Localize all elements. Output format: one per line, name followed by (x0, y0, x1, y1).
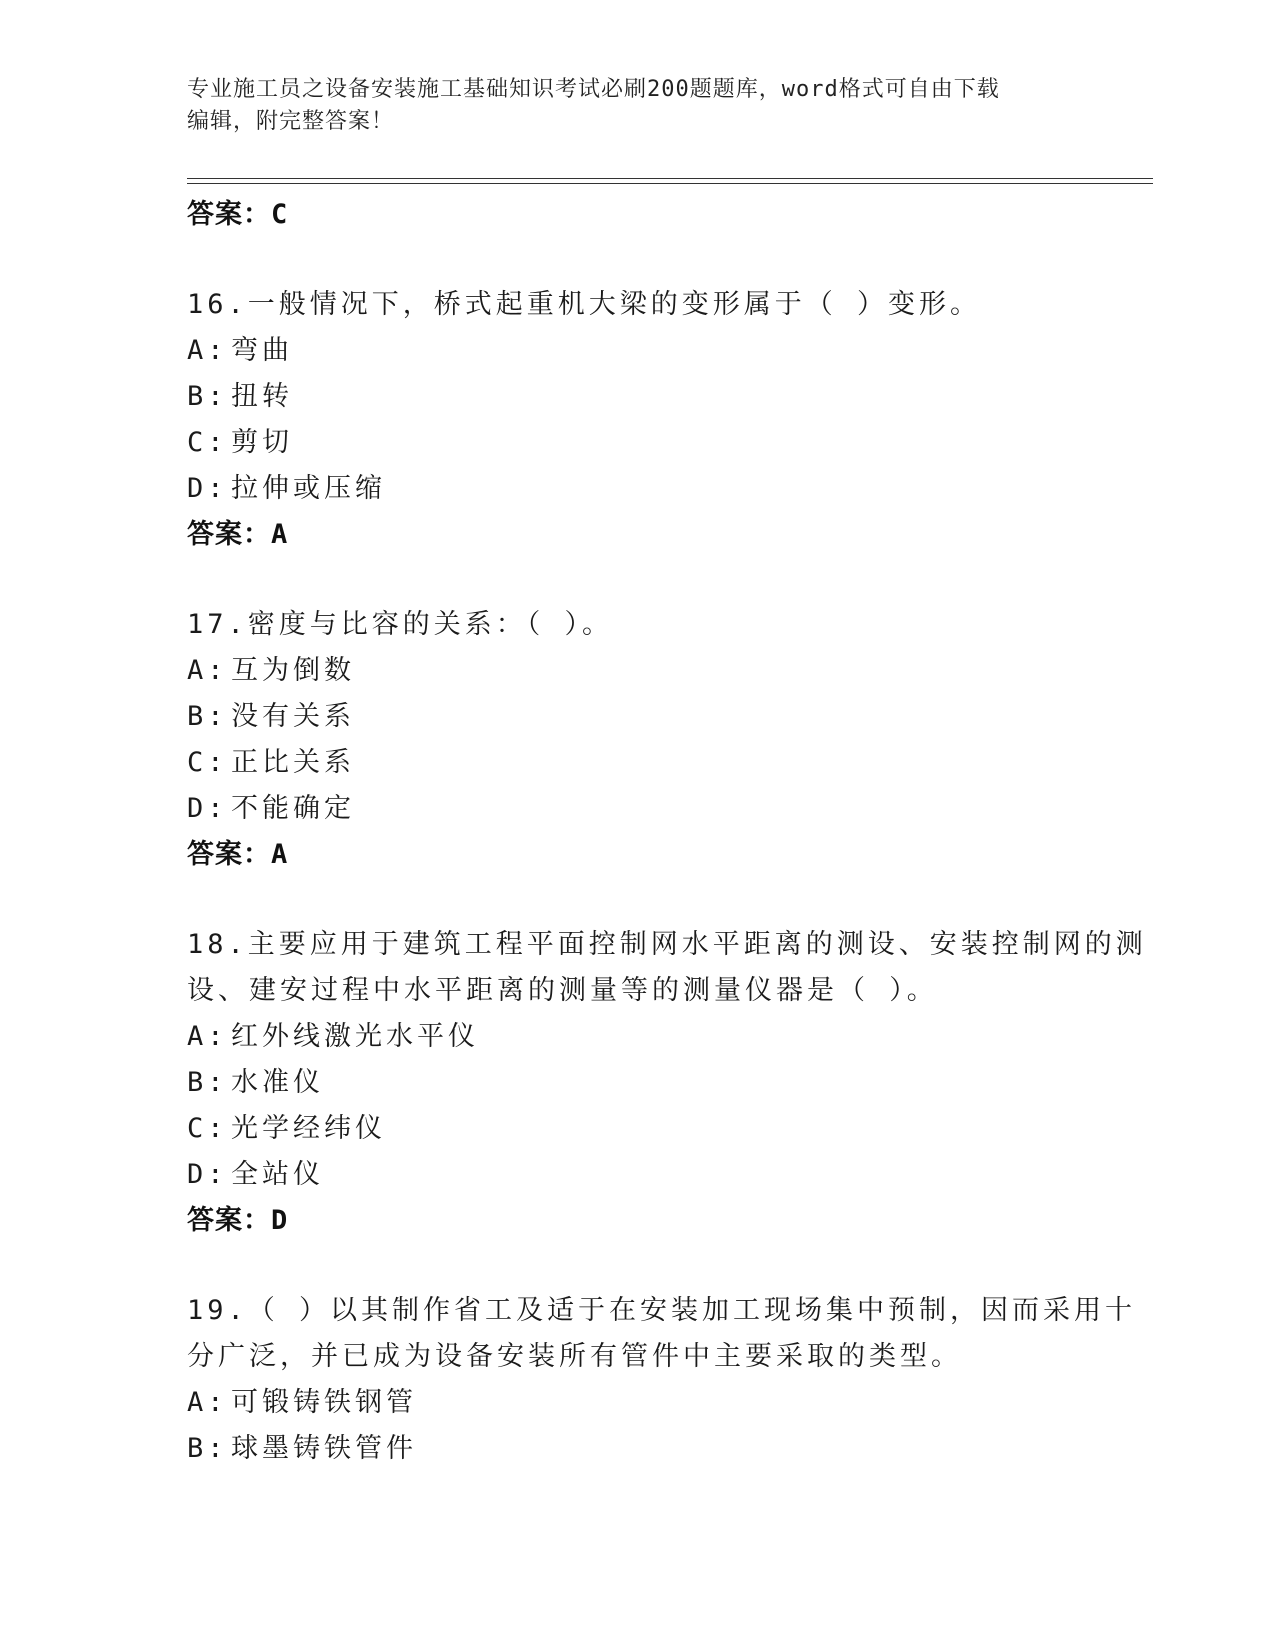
question-stem: 19.（ ）以其制作省工及适于在安装加工现场集中预制，因而采用十 (187, 1295, 1137, 1326)
option-c (187, 420, 1087, 466)
option-key: A: (187, 1387, 228, 1418)
question-stem-continued: 设、建安过程中水平距离的测量等的测量仪器是（ ）。 (187, 975, 938, 1006)
option-key: B: (187, 1433, 228, 1464)
answer: 答案：A (187, 519, 289, 550)
option-text: 没有关系 (231, 701, 355, 732)
option-text: 全站仪 (231, 1159, 324, 1190)
question-stem: 17.密度与比容的关系：（ ）。 (187, 609, 614, 640)
option-text: 红外线激光水平仪 (231, 1021, 479, 1052)
option-a (187, 1014, 1087, 1060)
option-key: A: (187, 1021, 228, 1052)
question-stem: 18.主要应用于建筑工程平面控制网水平距离的测设、安装控制网的测 (187, 929, 1147, 960)
option-a (187, 328, 1087, 374)
option-key: A: (187, 655, 228, 686)
option-key: A: (187, 335, 228, 366)
spacer (187, 238, 1087, 282)
answer-previous: 答案：C (187, 199, 289, 230)
header-line-2: 编辑，附完整答案！ (187, 109, 395, 134)
question-stem-continued: 分广泛，并已成为设备安装所有管件中主要采取的类型。 (187, 1341, 962, 1372)
question-16 (187, 282, 1087, 558)
option-key: D: (187, 1159, 228, 1190)
option-key: B: (187, 381, 228, 412)
option-text: 不能确定 (231, 793, 355, 824)
document-header (187, 74, 1087, 138)
option-text: 球墨铸铁管件 (231, 1433, 417, 1464)
option-d (187, 786, 1087, 832)
spacer (187, 1244, 1087, 1288)
header-divider-top (187, 178, 1153, 179)
option-b (187, 694, 1087, 740)
option-key: D: (187, 473, 228, 504)
option-text: 正比关系 (231, 747, 355, 778)
option-a (187, 1380, 1087, 1426)
option-key: B: (187, 701, 228, 732)
option-b (187, 1426, 1087, 1472)
option-key: B: (187, 1067, 228, 1098)
document-body (187, 192, 1147, 1472)
option-text: 弯曲 (231, 335, 293, 366)
option-a (187, 648, 1087, 694)
answer: 答案：A (187, 839, 289, 870)
header-divider-bottom (187, 183, 1153, 184)
option-c (187, 740, 1087, 786)
option-d (187, 466, 1087, 512)
option-key: C: (187, 1113, 228, 1144)
question-stem: 16.一般情况下，桥式起重机大梁的变形属于（ ）变形。 (187, 289, 982, 320)
option-text: 水准仪 (231, 1067, 324, 1098)
option-b (187, 374, 1087, 420)
option-c (187, 1106, 1087, 1152)
option-text: 光学经纬仪 (231, 1113, 386, 1144)
answer: 答案：D (187, 1205, 289, 1236)
option-text: 可锻铸铁钢管 (231, 1387, 417, 1418)
option-key: C: (187, 747, 228, 778)
option-d (187, 1152, 1087, 1198)
option-text: 扭转 (231, 381, 293, 412)
option-text: 拉伸或压缩 (231, 473, 386, 504)
question-18 (187, 922, 1147, 1244)
option-key: C: (187, 427, 228, 458)
option-b (187, 1060, 1087, 1106)
option-text: 互为倒数 (231, 655, 355, 686)
option-key: D: (187, 793, 228, 824)
spacer (187, 558, 1087, 602)
option-text: 剪切 (231, 427, 293, 458)
spacer (187, 878, 1087, 922)
question-17 (187, 602, 1087, 878)
question-19 (187, 1288, 1137, 1472)
header-line-1: 专业施工员之设备安装施工基础知识考试必刷200题题库，word格式可自由下载 (187, 77, 1000, 102)
